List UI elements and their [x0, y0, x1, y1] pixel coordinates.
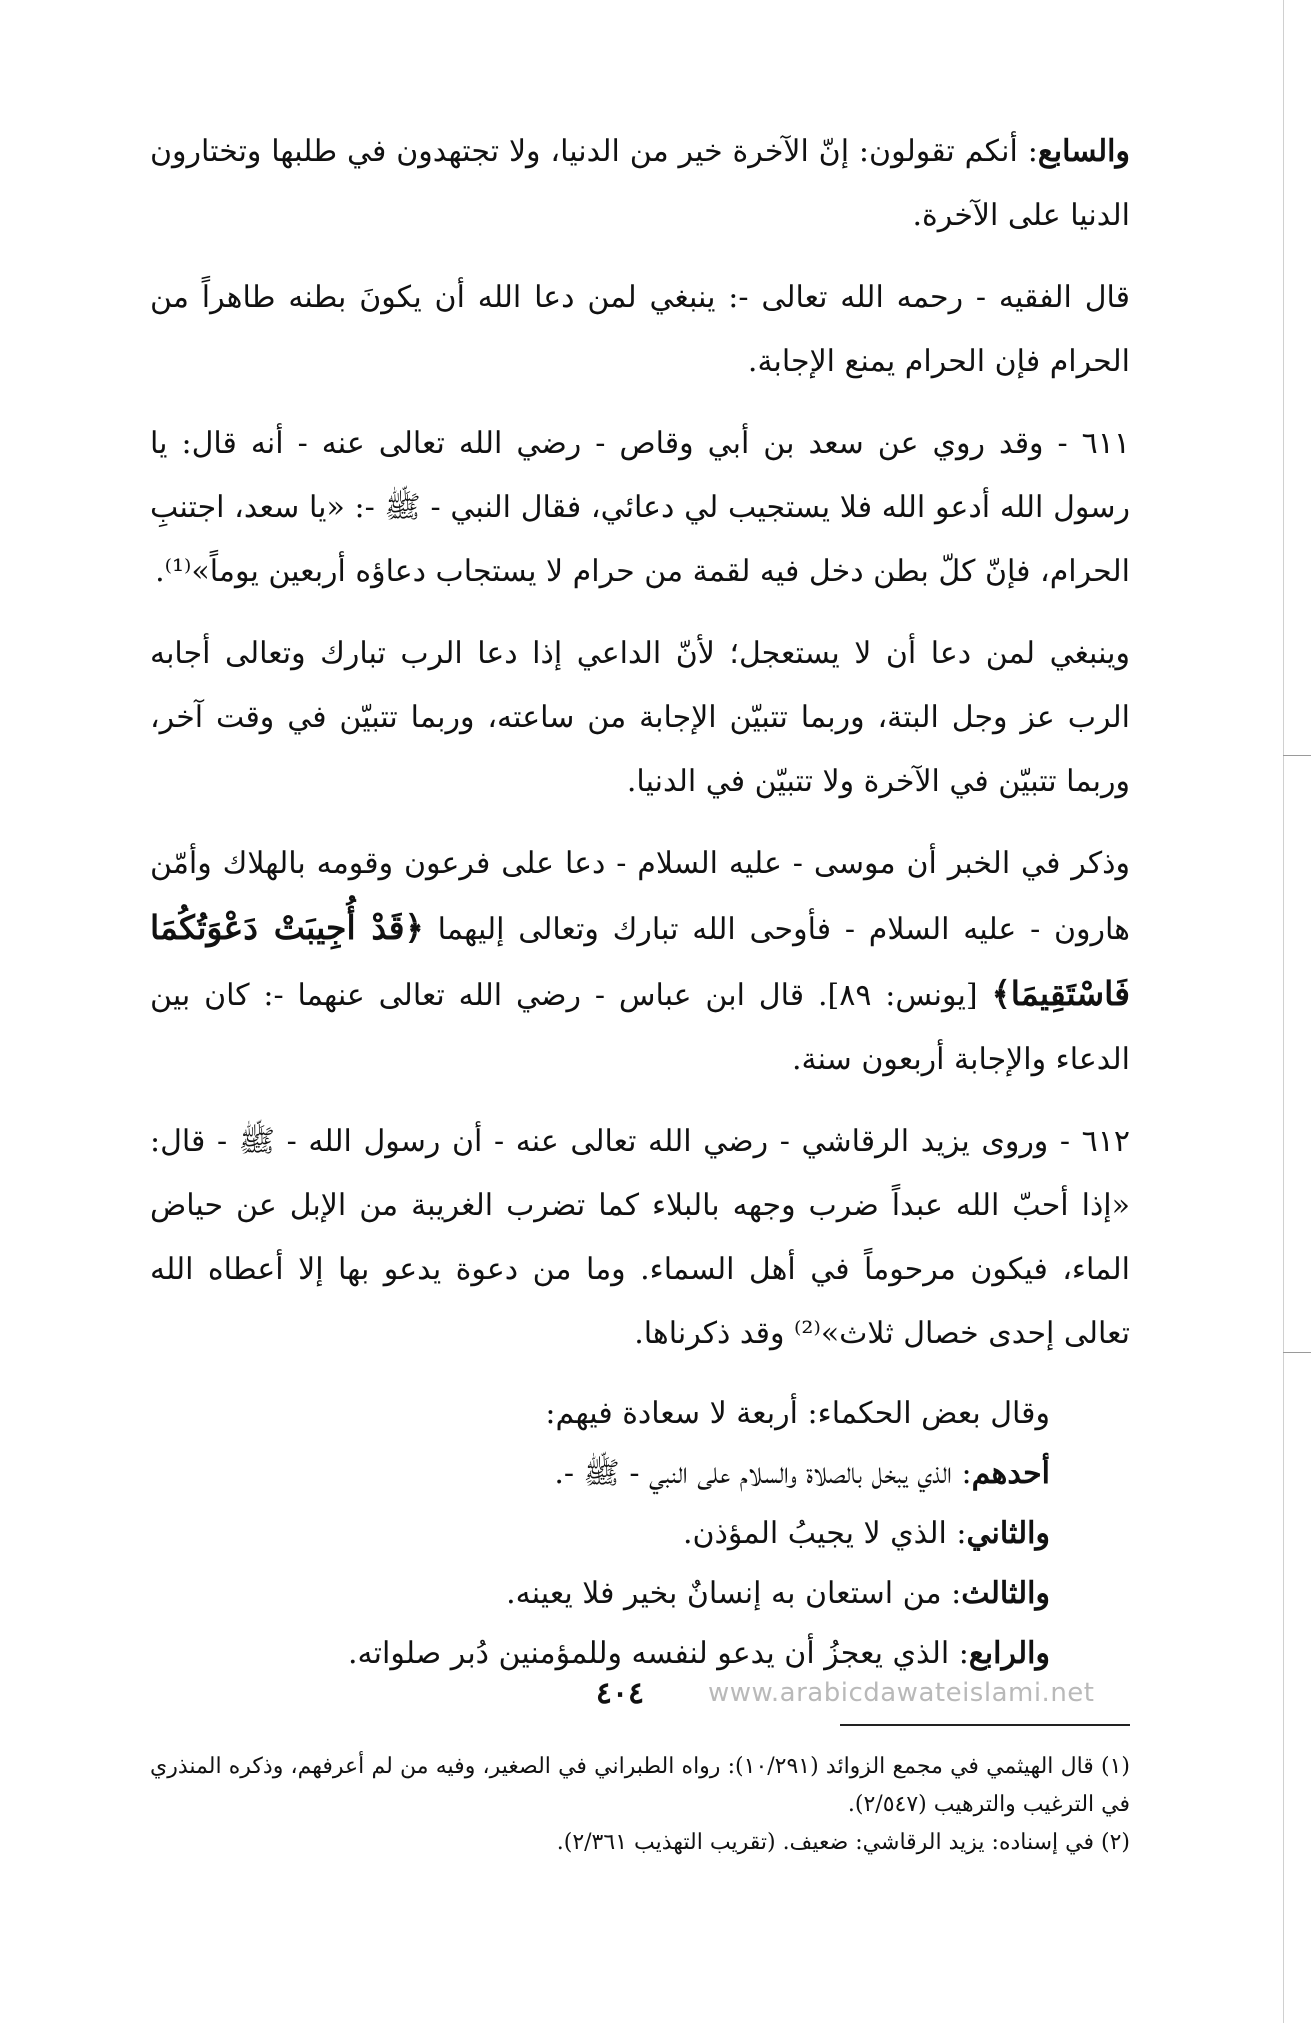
- footnote-divider: [840, 1724, 1130, 1726]
- page-body: [150, 120, 1130, 1862]
- paragraph-hadith-611: ٦١١ - وقد روي عن سعد بن أبي وقاص - رضي الله تعالى عنه - أنه قال: يا رسول الله أدعو الله فلا يستجيب لي دعائي، فقال النبي - ﷺ -: «يا سعد، اجتنبِ الحرام، فإنّ كلّ بطن دخل فيه لقمة من حرام لا يستجاب دعاؤه أربعين يوماً»⁽¹⁾.: [150, 426, 1130, 589]
- paragraph-text: وذكر في الخبر أن موسى - عليه السلام - دعا على فرعون وقومه بالهلاك وأمّن هارون - عليه السلام - فأوحى الله تبارك وتعالى إليهما: [150, 846, 1130, 947]
- list-intro: وقال بعض الحكماء: أربعة لا سعادة فيهم:: [545, 1396, 1050, 1431]
- edge-tick-mark: [1283, 755, 1311, 756]
- list-item-text: : الذي يبخل بالصلاة والسلام على النبي - ﷺ -.: [554, 1456, 972, 1491]
- edge-tick-mark: [1283, 1352, 1311, 1353]
- footnote: (٢) في إسناده: يزيد الرقاشي: ضعيف. (تقريب التهذيب ٢/٣٦١).: [556, 1830, 1130, 1855]
- quran-verse: ﴿قَدْ أُجِيبَتْ دَعْوَتُكُمَا فَاسْتَقِيمَا﴾: [150, 908, 1130, 1013]
- list-item-text: : الذي لا يجيبُ المؤذن.: [682, 1516, 967, 1551]
- footnote: (١) قال الهيثمي في مجمع الزوائد (١٠/٢٩١): رواه الطبراني في الصغير، وفيه من لم أعرفهم، وذكره المنذري في الترغيب والترهيب (٢/٥٤٧).: [150, 1754, 1130, 1817]
- paragraph-lead: والسابع: [1037, 134, 1130, 169]
- list-item-lead: والثاني: [966, 1516, 1050, 1551]
- paragraph-text: : أنكم تقولون: إنّ الآخرة خير من الدنيا، ولا تجتهدون في طلبها وتختارون الدنيا على الآخرة.: [150, 134, 1130, 233]
- paragraph-musa: [150, 832, 1130, 1092]
- paragraph-seventh: [150, 120, 1130, 248]
- list-item: [150, 1504, 1130, 1564]
- paragraph-hadith-612: ٦١٢ - وروى يزيد الرقاشي - رضي الله تعالى عنه - أن رسول الله - ﷺ - قال: «إذا أحبّ الله عبداً ضرب وجهه بالبلاء كما تضرب الغريبة من الإبل عن حياض الماء، فيكون مرحوماً في أهل السماء. وما من دعوة يدعو بها إلا أعطاه الله تعالى إحدى خصال ثلاث»⁽²⁾ وقد ذكرناها.: [150, 1124, 1130, 1351]
- page-edge-line: [1283, 0, 1284, 2023]
- watermark-url: www.arabicdawateislami.net: [708, 1678, 1095, 1708]
- list-item-lead: أحدهم: [971, 1456, 1050, 1491]
- sages-list: [150, 1384, 1130, 1684]
- page-number: ٤٠٤: [595, 1676, 645, 1711]
- list-item: [150, 1444, 1130, 1504]
- list-item-text: : الذي يعجزُ أن يدعو لنفسه وللمؤمنين دُبر صلواته.: [348, 1636, 969, 1671]
- paragraph-faqih: قال الفقيه - رحمه الله تعالى -: ينبغي لمن دعا الله أن يكونَ بطنه طاهراً من الحرام فإن الحرام يمنع الإجابة.: [150, 280, 1130, 379]
- paragraph-text: [يونس: ٨٩]. قال ابن عباس - رضي الله تعالى عنهما -: كان بين الدعاء والإجابة أربعون سنة.: [150, 978, 1130, 1077]
- list-item-lead: والرابع: [968, 1636, 1050, 1671]
- list-item: [150, 1624, 1130, 1684]
- list-item-text: : من استعان به إنسانٌ بخير فلا يعينه.: [506, 1576, 962, 1611]
- list-item-lead: والثالث: [961, 1576, 1050, 1611]
- list-item: [150, 1564, 1130, 1624]
- footnotes: [150, 1748, 1130, 1862]
- paragraph-patience: وينبغي لمن دعا أن لا يستعجل؛ لأنّ الداعي إذا دعا الرب تبارك وتعالى أجابه الرب عز وجل البتة، وربما تتبيّن الإجابة من ساعته، وربما تتبيّن في وقت آخر، وربما تتبيّن في الآخرة ولا تتبيّن في الدنيا.: [150, 636, 1130, 799]
